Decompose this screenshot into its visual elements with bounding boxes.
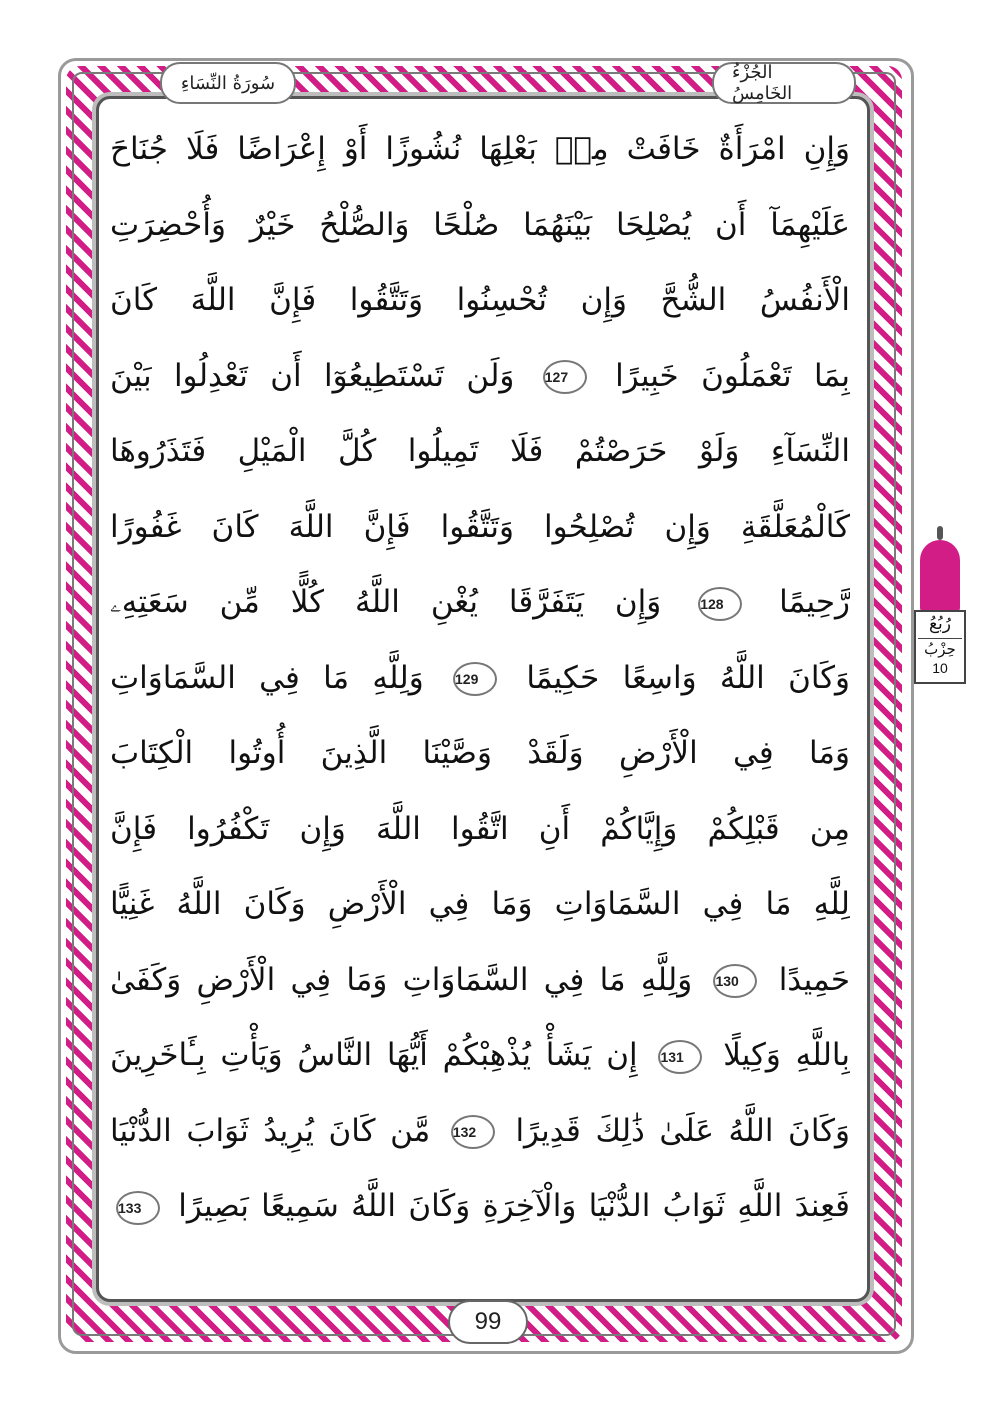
verse-line <box>110 792 850 868</box>
hizb-dome-ornament <box>920 540 960 612</box>
surah-label: سُورَةُ النِّسَاءِ <box>160 62 296 104</box>
ayah-number-marker: 128 <box>698 587 742 621</box>
ayah-number-marker: 131 <box>658 1040 702 1074</box>
verse-text: لِلَّهِ مَا فِي السَّمَاوَاتِ وَمَا فِي الْأَرْضِ وَكَانَ اللَّهُ غَنِيًّا <box>110 886 850 922</box>
verse-line <box>110 1169 850 1245</box>
verse-line <box>110 943 850 1019</box>
page-number: 99 <box>448 1300 528 1344</box>
verse-line <box>110 490 850 566</box>
verse-text: كَالْمُعَلَّقَةِ وَإِن تُصْلِحُوا وَتَتَّقُوا فَإِنَّ اللَّهَ كَانَ غَفُورًا <box>110 508 850 545</box>
verse-text: فَعِندَ اللَّهِ ثَوَابُ الدُّنْيَا وَالْآخِرَةِ وَكَانَ اللَّهُ سَمِيعًا بَصِيرًا <box>178 1188 850 1224</box>
verse-line <box>110 1018 850 1094</box>
hizb-number: 10 <box>932 660 948 676</box>
verse-text: وَلِلَّهِ مَا فِي السَّمَاوَاتِ <box>110 659 424 696</box>
verse-text: وَلِلَّهِ مَا فِي السَّمَاوَاتِ وَمَا فِي الْأَرْضِ وَكَفَىٰ <box>110 961 693 998</box>
verse-text: رَّحِيمًا <box>779 584 850 620</box>
verse-line <box>110 263 850 339</box>
verse-line <box>110 188 850 264</box>
verse-text: وَلَن تَسْتَطِيعُوٓا أَن تَعْدِلُوا بَيْنَ <box>110 357 515 394</box>
hizb-quarter-label: رُبُعُ <box>929 614 951 634</box>
verse-line <box>110 716 850 792</box>
verse-text: بِاللَّهِ وَكِيلًا <box>723 1037 850 1073</box>
verse-text: إِن يَشَأْ يُذْهِبْكُمْ أَيُّهَا النَّاسُ وَيَأْتِ بِـَٔاخَرِينَ <box>110 1037 638 1073</box>
ayah-number-marker: 133 <box>116 1191 160 1225</box>
juz-label: الجُزْءُ الخَامِسُ <box>712 62 856 104</box>
hizb-label: حِزْبُ <box>924 640 956 658</box>
verse-text: النِّسَآءِ وَلَوْ حَرَصْتُمْ فَلَا تَمِيلُوا كُلَّ الْمَيْلِ فَتَذَرُوهَا <box>110 433 850 469</box>
ayah-number-marker: 127 <box>543 360 587 394</box>
verse-line <box>110 414 850 490</box>
verse-text: بِمَا تَعْمَلُونَ خَبِيرًا <box>615 357 850 394</box>
hizb-marker <box>914 540 966 686</box>
verse-line <box>110 339 850 415</box>
verse-lines <box>110 112 850 1245</box>
verse-text: مَّن كَانَ يُرِيدُ ثَوَابَ الدُّنْيَا <box>110 1112 431 1149</box>
verse-line <box>110 112 850 188</box>
verse-text: عَلَيْهِمَآ أَن يُصْلِحَا بَيْنَهُمَا صُلْحًا وَالصُّلْحُ خَيْرٌ وَأُحْضِرَتِ <box>110 206 850 243</box>
verse-text: وَإِن يَتَفَرَّقَا يُغْنِ اللَّهُ كُلًّا مِّن سَعَتِهِۦ <box>110 584 662 620</box>
verse-text: وَمَا فِي الْأَرْضِ وَلَقَدْ وَصَّيْنَا الَّذِينَ أُوتُوا الْكِتَابَ <box>110 735 850 771</box>
verse-text: حَمِيدًا <box>778 961 850 998</box>
ayah-number-marker: 130 <box>713 964 757 998</box>
hizb-divider <box>918 638 962 639</box>
verse-text: الْأَنفُسُ الشُّحَّ وَإِن تُحْسِنُوا وَتَتَّقُوا فَإِنَّ اللَّهَ كَانَ <box>110 282 850 318</box>
ayah-number-marker: 129 <box>453 662 497 696</box>
verse-text: وَإِنِ امْرَأَةٌ خَافَتْ مِنۢ بَعْلِهَا نُشُوزًا أَوْ إِعْرَاضًا فَلَا جُنَاحَ <box>110 131 850 167</box>
verse-line <box>110 641 850 717</box>
verse-line <box>110 867 850 943</box>
verse-text: وَكَانَ اللَّهُ عَلَىٰ ذَٰلِكَ قَدِيرًا <box>515 1112 850 1149</box>
verse-line <box>110 565 850 641</box>
verse-line <box>110 1094 850 1170</box>
ayah-number-marker: 132 <box>451 1115 495 1149</box>
verse-text: وَكَانَ اللَّهُ وَاسِعًا حَكِيمًا <box>526 659 850 696</box>
verse-text: مِن قَبْلِكُمْ وَإِيَّاكُمْ أَنِ اتَّقُوا اللَّهَ وَإِن تَكْفُرُوا فَإِنَّ <box>110 810 850 847</box>
